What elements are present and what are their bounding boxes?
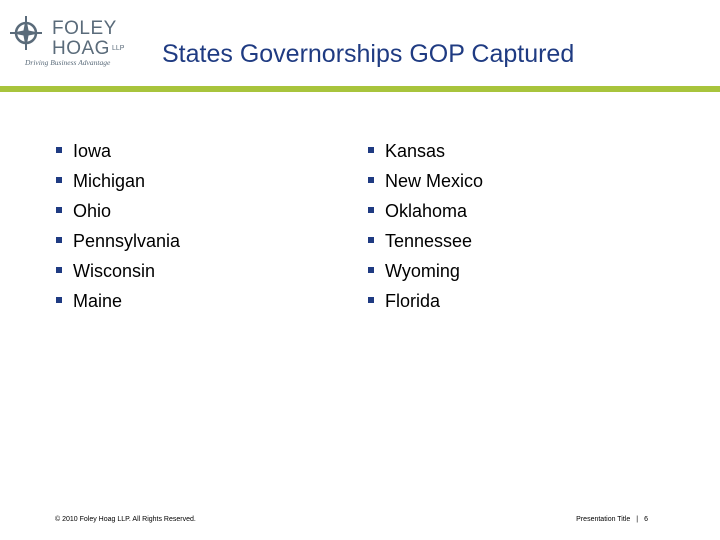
bullet-square-icon [368,207,374,213]
list-item [56,196,180,226]
list-item [368,226,483,256]
list-item-label: Maine [73,291,123,311]
list-item [56,166,180,196]
list-item-label: Wyoming [385,261,460,281]
left-bullet-list [56,136,180,316]
list-item-label: New Mexico [385,171,484,191]
bullet-square-icon [56,177,62,183]
list-item-label: Oklahoma [385,201,468,221]
bullet-square-icon [368,267,374,273]
logo-llp: LLP [112,45,125,52]
list-item-label: Kansas [385,141,446,161]
list-item [368,196,483,226]
bullet-square-icon [56,207,62,213]
list-item [368,166,483,196]
footer-right [576,516,648,523]
list-item-label: Iowa [73,141,112,161]
list-item [56,136,180,166]
list-item-label: Pennsylvania [73,231,181,251]
foley-hoag-logo [10,12,130,72]
bullet-square-icon [368,177,374,183]
footer-presentation-title: Presentation Title [576,516,631,523]
footer-page-number: 6 [644,516,648,523]
bullet-square-icon [56,267,62,273]
compass-rose-icon [10,14,46,54]
list-item [368,256,483,286]
list-item [56,286,180,316]
list-item [368,286,483,316]
bullet-square-icon [56,147,62,153]
bullet-square-icon [56,297,62,303]
list-item-label: Florida [385,291,441,311]
logo-wordmark-foley: FOLEY [52,18,117,39]
slide-title: States Governorships GOP Captured [162,40,575,68]
footer-copyright: © 2010 Foley Hoag LLP. All Rights Reserved. [55,516,196,523]
logo-tagline: Driving Business Advantage [25,58,111,67]
right-bullet-list [368,136,483,316]
list-item-label: Ohio [73,201,112,221]
bullet-square-icon [368,147,374,153]
list-item [56,226,180,256]
title-accent-rule [0,86,720,92]
list-item [368,136,483,166]
bullet-square-icon [368,237,374,243]
list-item-label: Wisconsin [73,261,156,281]
bullet-square-icon [56,237,62,243]
list-item-label: Michigan [73,171,146,191]
footer-separator: | [636,516,639,523]
list-item-label: Tennessee [385,231,473,251]
list-item [56,256,180,286]
bullet-square-icon [368,297,374,303]
logo-wordmark-hoag: HOAG [52,38,110,59]
